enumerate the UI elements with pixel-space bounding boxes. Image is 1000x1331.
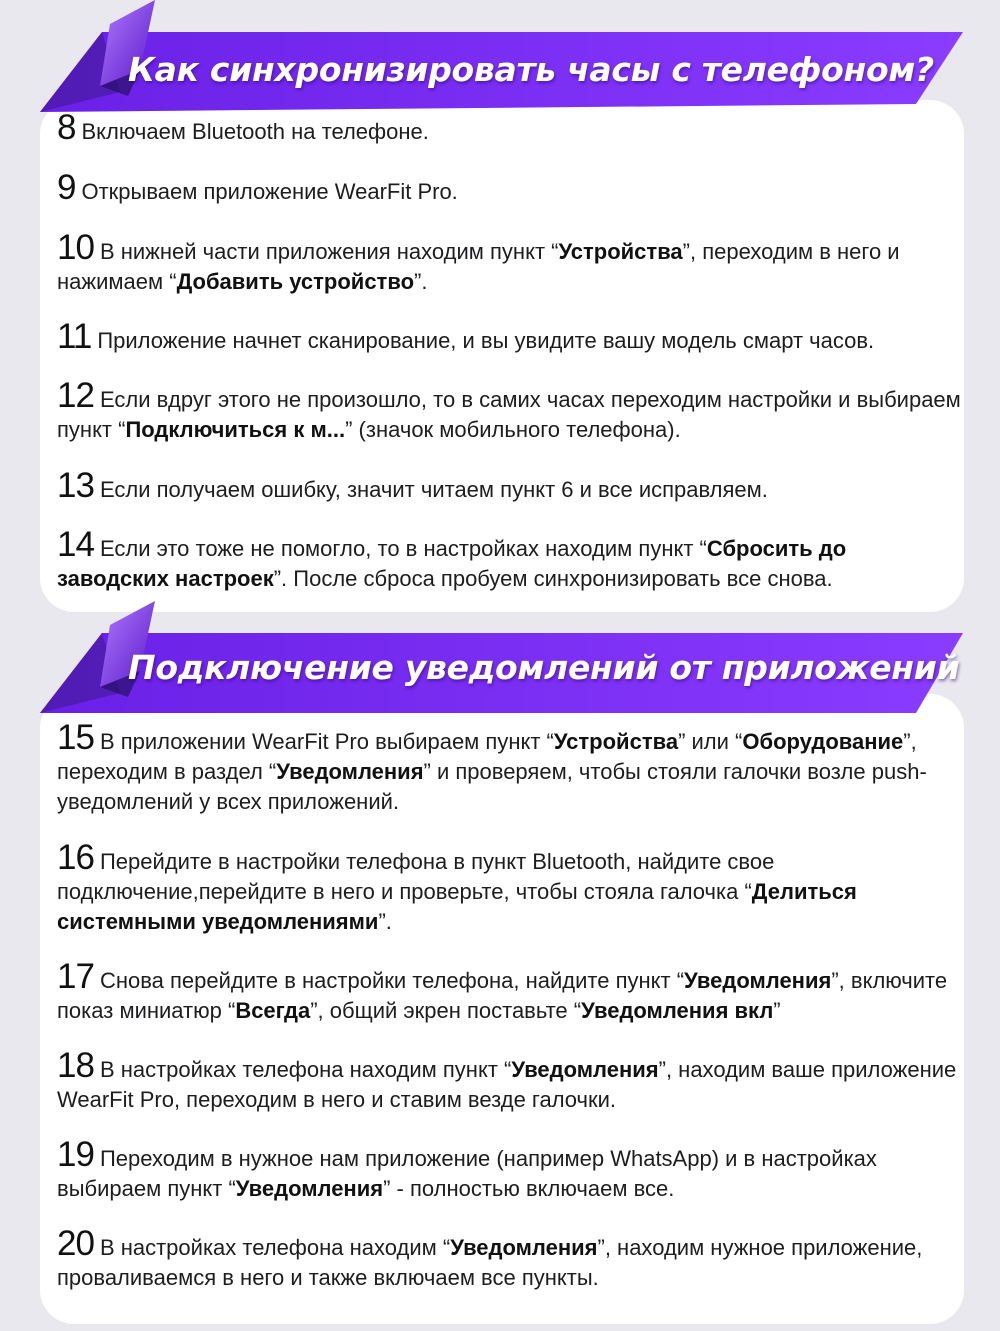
- step-text: В приложении WearFit Pro выбираем пункт “Устройства” или “Оборудование”, переходим в раздел “Уведомления” и проверяем, чтобы стояли галочки возле push-уведомлений у всех приложений.: [57, 729, 927, 814]
- section-2-banner: [0, 595, 1000, 715]
- step-number: 10: [57, 228, 94, 267]
- step-item: [57, 718, 962, 817]
- step-number: 14: [57, 525, 94, 564]
- step-number: 15: [57, 718, 94, 757]
- section-1-title: Как синхронизировать часы с телефоном?: [128, 50, 934, 89]
- step-item: [57, 838, 962, 937]
- step-text: Приложение начнет сканирование, и вы увидите вашу модель смарт часов.: [97, 328, 875, 353]
- step-text: Если это тоже не помогло, то в настройках находим пункт “Сбросить до заводских настроек”. После сброса пробуем синхронизировать все снова.: [57, 536, 847, 591]
- step-number: 11: [57, 317, 92, 356]
- step-text: Переходим в нужное нам приложение (например WhatsApp) и в настройках выбираем пункт “Уведомления” - полностью включаем все.: [57, 1146, 877, 1201]
- step-item: [57, 108, 962, 147]
- step-number: 18: [57, 1046, 94, 1085]
- step-item: [57, 317, 962, 356]
- step-text: Включаем Bluetooth на телефоне.: [81, 119, 429, 144]
- step-number: 17: [57, 957, 94, 996]
- step-item: [57, 957, 962, 1026]
- step-number: 20: [57, 1224, 94, 1263]
- section-2-title: Подключение уведомлений от приложений: [128, 648, 960, 687]
- step-text: Снова перейдите в настройки телефона, найдите пункт “Уведомления”, включите показ миниатюр “Всегда”, общий экрен поставьте “Уведомления вкл”: [57, 968, 948, 1023]
- step-item: [57, 1046, 962, 1115]
- step-text: В нижней части приложения находим пункт “Устройства”, переходим в него и нажимаем “Добавить устройство”.: [57, 239, 900, 294]
- step-number: 13: [57, 466, 94, 505]
- step-item: [57, 525, 962, 594]
- step-number: 8: [57, 108, 76, 147]
- step-text: Если получаем ошибку, значит читаем пункт 6 и все исправляем.: [99, 477, 768, 502]
- step-text: В настройках телефона находим пункт “Уведомления”, находим ваше приложение WearFit Pro, переходим в него и ставим везде галочки.: [57, 1057, 957, 1112]
- step-number: 12: [57, 376, 94, 415]
- section-1-banner: [0, 0, 1000, 120]
- step-number: 19: [57, 1135, 94, 1174]
- step-text: Перейдите в настройки телефона в пункт Bluetooth, найдите свое подключение,перейдите в него и проверьте, чтобы стояла галочка “Делиться системными уведомлениями”.: [57, 849, 857, 934]
- step-text: Открываем приложение WearFit Pro.: [81, 179, 458, 204]
- step-number: 16: [57, 838, 94, 877]
- step-text: В настройках телефона находим “Уведомления”, находим нужное приложение, проваливаемся в него и также включаем все пункты.: [57, 1235, 923, 1290]
- step-item: [57, 466, 962, 505]
- step-text: Если вдруг этого не произошло, то в самих часах переходим настройки и выбираем пункт “Подключиться к м...” (значок мобильного телефона).: [57, 387, 961, 442]
- step-item: [57, 376, 962, 445]
- step-number: 9: [57, 168, 76, 207]
- step-item: [57, 228, 962, 297]
- step-item: [57, 1224, 962, 1293]
- step-item: [57, 1135, 962, 1204]
- step-item: [57, 168, 962, 207]
